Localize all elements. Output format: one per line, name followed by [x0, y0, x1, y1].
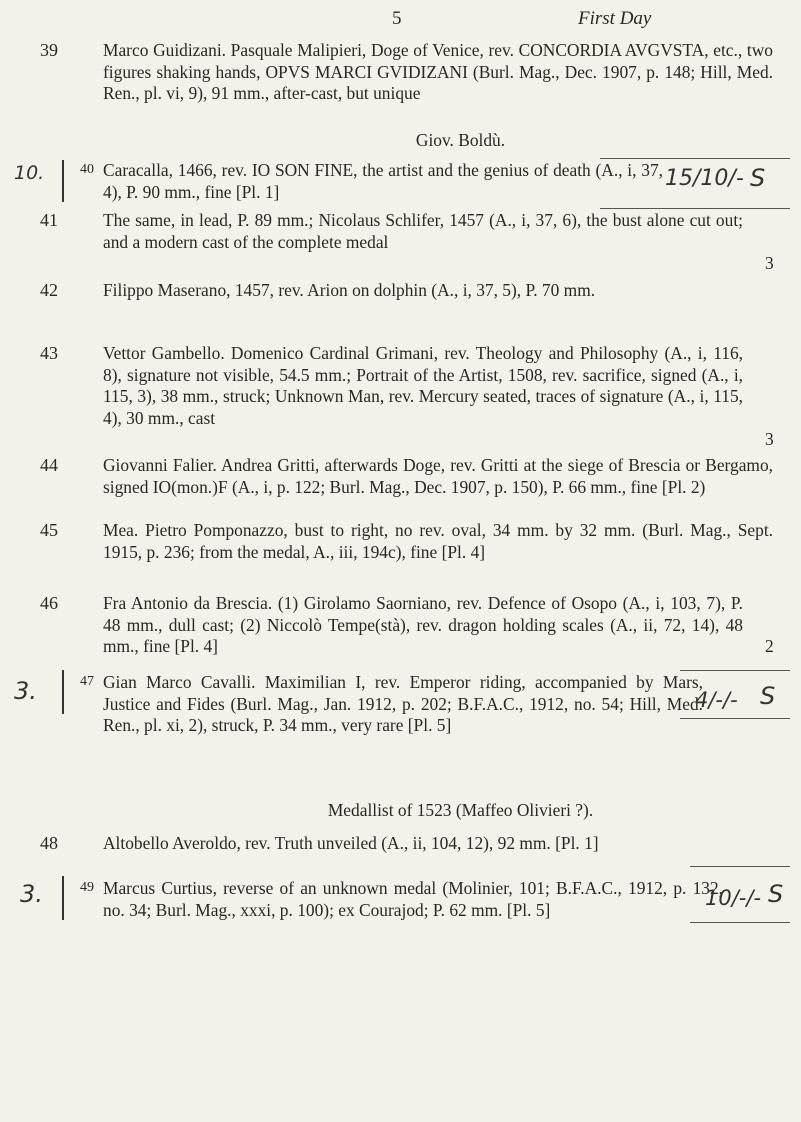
lot-description: Caracalla, 1466, rev. IO SON FINE, the artist and the genius of death (A., i, 37, 4), P. 90 mm., fine [Pl. 1]	[103, 160, 663, 202]
lot-description: Vettor Gambello. Domenico Cardinal Grimani, rev. Theology and Philosophy (A., i, 116, 8), signature not visible, 54.5 mm.; Portrait of the Artist, 1508, rev. sacrifice, signed (A., i, 115, 3), 38 mm., struck; Unknown Man, rev. Mercury seated, traces of signature (A., i, 115, 4), 30 mm., cast	[103, 343, 743, 428]
lot-number: 45	[40, 520, 58, 540]
margin-bracket	[62, 160, 64, 202]
section-heading: Medallist of 1523 (Maffeo Olivieri ?).	[327, 800, 594, 820]
lot-number: 41	[40, 210, 58, 230]
margin-mark: 10.	[14, 162, 45, 184]
lot-description: Fra Antonio da Brescia. (1) Girolamo Saorniano, rev. Defence of Osopo (A., i, 103, 7), P. 48 mm., dull cast; (2) Niccolò Tempe(stà), rev. dragon holding scales (A., ii, 72, 14), 48 mm., fine [Pl. 4]	[103, 593, 743, 656]
lot-number: 48	[40, 833, 58, 853]
lot-description: The same, in lead, P. 89 mm.; Nicolaus Schlifer, 1457 (A., i, 37, 6), the bust alone cut out; and a modern cast of the complete medal	[103, 210, 743, 252]
margin-bracket	[62, 876, 64, 920]
item-count: 2	[765, 636, 774, 656]
annotation-rule	[680, 670, 790, 671]
buyer-annotation: S	[760, 682, 776, 710]
lot-number: 47	[80, 674, 94, 689]
annotation-rule	[690, 866, 790, 867]
annotation-rule	[680, 718, 790, 719]
item-count: 3	[765, 429, 774, 449]
lot-description: Marco Guidizani. Pasquale Malipieri, Doge of Venice, rev. CONCORDIA AVGVSTA, etc., two figures shaking hands, OPVS MARCI GVIDIZANI (Burl. Mag., Dec. 1907, p. 148; Hill, Med. Ren., pl. vi, 9), 91 mm., after-cast, but unique	[103, 40, 773, 103]
buyer-annotation: S	[768, 880, 784, 908]
page-number: 5	[392, 8, 402, 29]
lot-number: 40	[80, 162, 94, 177]
page-header	[0, 8, 801, 30]
annotation-rule	[690, 922, 790, 923]
lot-number: 49	[80, 880, 94, 895]
lot-number: 42	[40, 280, 58, 300]
lot-description: Altobello Averoldo, rev. Truth unveiled (A., ii, 104, 12), 92 mm. [Pl. 1]	[103, 833, 599, 853]
lot-number: 44	[40, 455, 58, 475]
lot-description: Gian Marco Cavalli. Maximilian I, rev. Emperor riding, accompanied by Mars, Justice and Fides (Burl. Mag., Jan. 1912, p. 202; B.F.A.C., 1912, no. 54; Hill, Med. Ren., pl. xi, 2), struck, P. 34 mm., very rare [Pl. 5]	[103, 672, 703, 735]
lot-number: 46	[40, 593, 58, 613]
annotation-rule	[600, 158, 790, 159]
price-annotation: 10/-/-	[705, 886, 762, 910]
item-count: 3	[765, 253, 774, 273]
margin-mark: 3.	[14, 677, 37, 705]
lot-number: 39	[40, 40, 58, 60]
buyer-annotation: S	[750, 164, 766, 192]
margin-mark: 3.	[20, 880, 43, 908]
running-title: First Day	[578, 8, 652, 29]
price-annotation: 15/10/-	[665, 166, 744, 191]
lot-description: Filippo Maserano, 1457, rev. Arion on dolphin (A., i, 37, 5), P. 70 mm.	[103, 280, 596, 300]
lot-description: Giovanni Falier. Andrea Gritti, afterwards Doge, rev. Gritti at the siege of Brescia or Bergamo, signed IO(mon.)F (A., i, p. 122; Burl. Mag., Dec. 1907, p. 150), P. 66 mm., fine [Pl. 2)	[103, 455, 773, 497]
lot-description: Mea. Pietro Pomponazzo, bust to right, no rev. oval, 34 mm. by 32 mm. (Burl. Mag., Sept. 1915, p. 236; from the medal, A., iii, 194c), fine [Pl. 4]	[103, 520, 773, 562]
lot-number: 43	[40, 343, 58, 363]
section-heading: Giov. Boldù.	[415, 130, 506, 150]
annotation-rule	[600, 208, 790, 209]
margin-bracket	[62, 670, 64, 714]
price-annotation: 4/-/-	[695, 688, 738, 712]
lot-description: Marcus Curtius, reverse of an unknown medal (Molinier, 101; B.F.A.C., 1912, p. 132, no. 34; Burl. Mag., xxxi, p. 100); ex Courajod; P. 62 mm. [Pl. 5]	[103, 878, 723, 920]
